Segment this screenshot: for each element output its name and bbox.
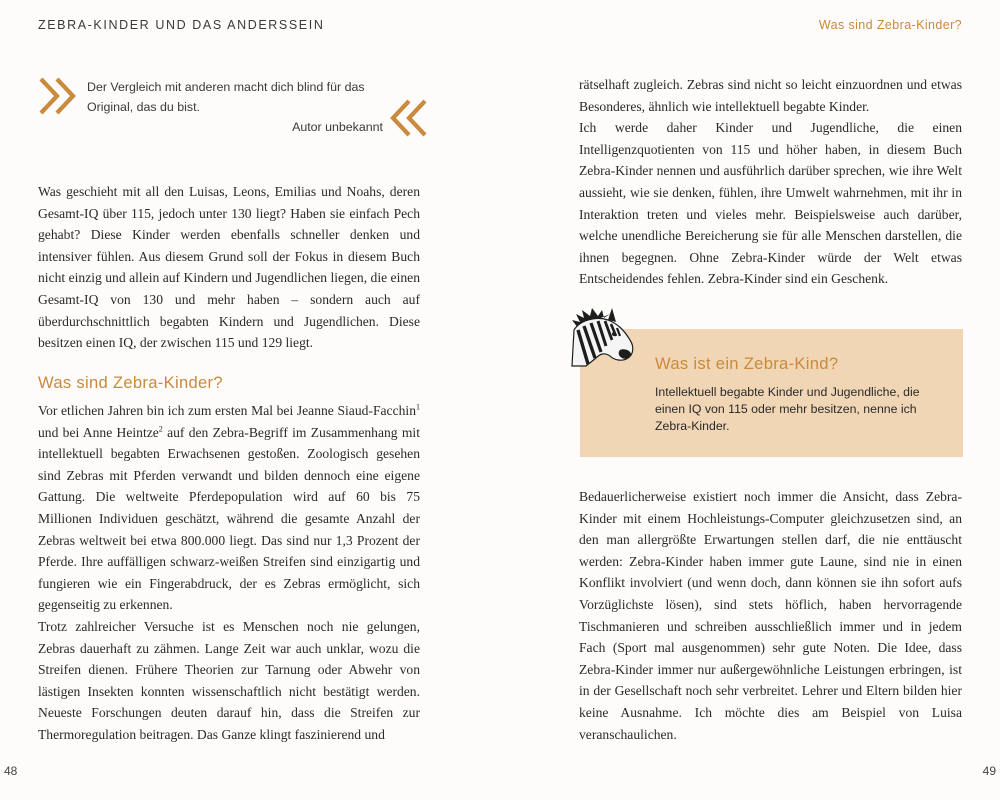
- definition-infobox: [580, 329, 963, 457]
- intro-paragraph: Was geschieht mit all den Luisas, Leons, Emilias und Noahs, deren Gesamt-IQ über 115, jedoch unter 130 liegt? Haben sie einfach Pech gehabt? Diese Kinder werden ebenfalls schneller denken und intensiver fühlen. Aus diesem Grund soll der Fokus in diesem Buch nicht einzig und allein auf Kindern und Jugendlichen liegen, die einen Gesamt-IQ von 130 und mehr haben – sondern auch auf überdurchschnittlich begabten Kindern und Jugendlichen. Diese besitzen einen IQ, der zwischen 115 und 129 liegt.: [38, 184, 420, 351]
- right-bottom-text-block: [579, 486, 962, 745]
- footnote-ref-2[interactable]: 2: [158, 424, 163, 434]
- right-page: [500, 0, 1000, 800]
- section-paragraph-1: Vor etlichen Jahren bin ich zum ersten Mal bei Jeanne Siaud-Facchin$^1$ und bei Anne Heintze$^2$ auf den Zebra-Begriff im Zusammenhang mit intellektuell begabten Erwachsenen gestoßen. Zoologisch gesehen sind Zebras mit Pferden verwandt und bilden dennoch eine eigene Gattung. Die weltweite Pferdepopulation wird auf 60 bis 75 Millionen Individuen geschätzt, während die gesamte Anzahl der Zebras weltweit bei etwa 800.000 liegt. Das sind nur 1,3 Prozent der Pferde. Ihre auffälligen schwarz-weißen Streifen sind einzigartig und fungieren wie ein Fingerabdruck, der es Zebras ermöglicht, sich gegenseitig zu erkennen.: [38, 402, 420, 613]
- right-paragraph-1: rätselhaft zugleich. Zebras sind nicht so leicht einzuordnen und etwas Besonderes, ähnlich wie intellektuell begabte Kinder.: [579, 77, 962, 114]
- running-head-book-title: ZEBRA-KINDER UND DAS ANDERSSEIN: [38, 18, 325, 32]
- right-paragraph-3: Bedauerlicherweise existiert noch immer die Ansicht, dass Zebra-Kinder mit einem Hochleistungs-Computer gleichzusetzen sind, an den man allergrößte Erwartungen stellen darf, die nie enttäuscht werden: Zebra-Kinder haben immer gute Laune, sind nie in einen Konflikt involviert (und wenn doch, dann können sie ihn sofort aufs Vorzüglichste lösen), sind stets höflich, haben hervorragende Tischmanieren und schreiben ausschließlich immer und in jedem Fach (Sport mal ausgenommen) sehr gute Noten. Die Idee, dass Zebra-Kinder immer nur außergewöhnliche Leistungen erbringen, ist in der Gesellschaft noch sehr verbreitet. Lehrer und Eltern bilden hier keine Ausnahme. Ich möchte dies am Beispiel von Luisa veranschaulichen.: [579, 489, 962, 742]
- footnote-ref-1[interactable]: 1: [416, 402, 420, 412]
- section-paragraph-2: Trotz zahlreicher Versuche ist es Menschen noch nie gelungen, Zebras dauerhaft zu zähmen. Lange Zeit war auch unklar, wozu die Streifen dienen. Frühere Theorien zur Tarnung oder Abwehr von lästigen Insekten konnten wissenschaftlich nicht bestätigt werden. Neueste Forschungen deuten darauf hin, dass die Streifen zur Thermoregulation beitragen. Das Ganze klingt faszinierend und: [38, 618, 420, 742]
- section-heading: Was sind Zebra-Kinder?: [38, 373, 223, 392]
- intro-paragraph-block: [38, 181, 420, 354]
- right-paragraph-2: Ich werde daher Kinder und Jugendliche, die einen Intelligenzquotienten von 115 und höher haben, in diesem Buch Zebra-Kinder nennen und ausführlich darüber sprechen, wie ihre Welt aussieht, wie sie denken, fühlen, ihre Umwelt wahrnehmen, mit ihr in Interaktion treten und vieles mehr. Beispielsweise auch darüber, welche unendliche Bereicherung sie für alle Menschen darstellen, die ihnen begegnen. Ohne Zebra-Kinder würde der Welt etwas Entscheidendes fehlen. Zebra-Kinder sind ein Geschenk.: [579, 120, 962, 287]
- page-number-left: 48: [4, 764, 18, 778]
- page-number-right: 49: [982, 764, 996, 778]
- epigraph-quote: [38, 70, 433, 140]
- infobox-title: Was ist ein Zebra-Kind?: [655, 354, 839, 373]
- quote-author: Autor unbekannt: [292, 120, 383, 134]
- infobox-text: Intellektuell begabte Kinder und Jugendliche, die einen IQ von 115 oder mehr besitzen, nenne ich Zebra-Kinder.: [655, 385, 920, 433]
- running-head-chapter-title: Was sind Zebra-Kinder?: [818, 18, 962, 32]
- double-chevron-left-icon: [386, 98, 428, 138]
- zebra-head-icon: [568, 306, 636, 368]
- quote-text: Der Vergleich mit anderen macht dich blind für das Original, das du bist.: [87, 80, 365, 114]
- double-chevron-right-icon: [38, 76, 80, 116]
- section-text-block: [38, 400, 420, 746]
- right-top-text-block: [579, 74, 962, 290]
